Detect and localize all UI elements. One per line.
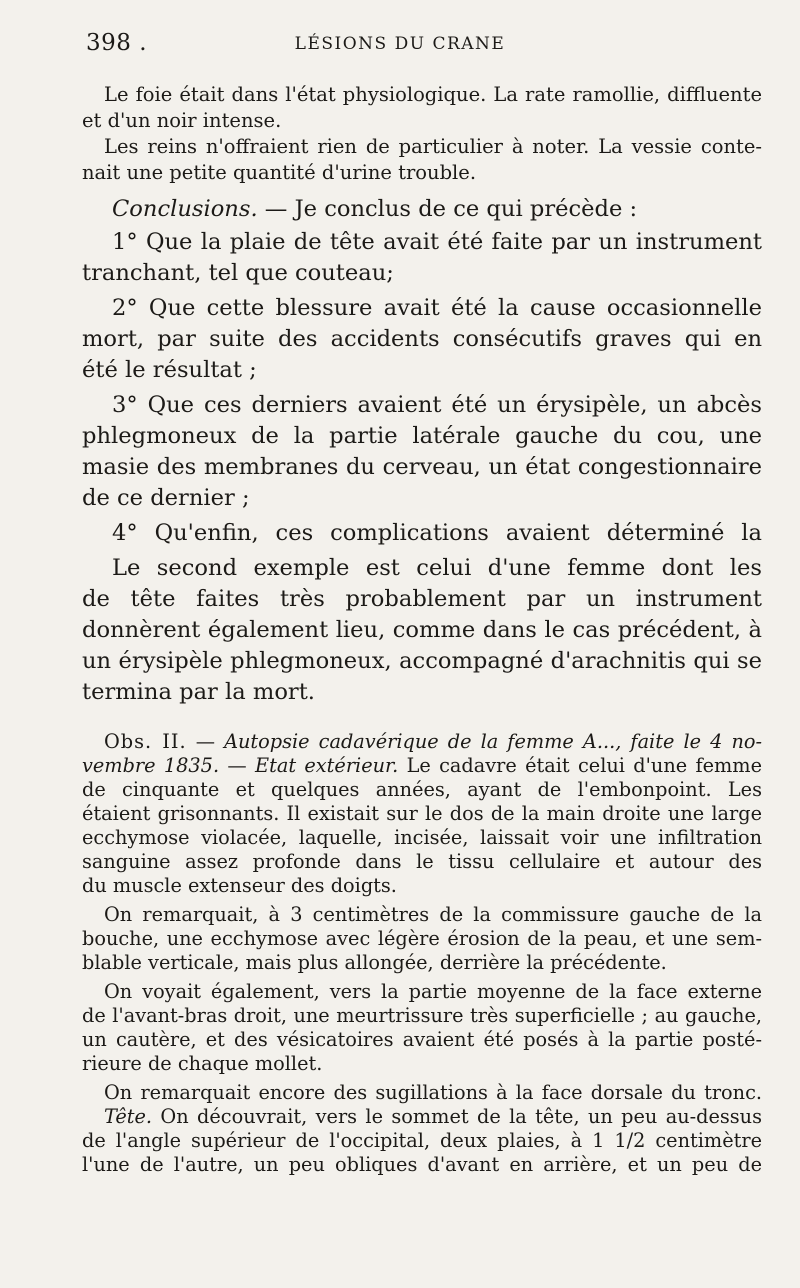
conclusions-intro: — Je conclus de ce qui précède : xyxy=(257,196,638,222)
text-fragment: On découvrait, vers le sommet de la tête, un peu au-dessus xyxy=(152,1105,762,1128)
text-line: Les reins n'offraient rien de particulier à noter. La vessie conte- xyxy=(104,135,762,158)
subsection-label: Etat extérieur. xyxy=(255,754,399,777)
conclusion-3-line: phlegmoneux de la partie latérale gauche du cou, une xyxy=(82,423,762,449)
conclusions-section xyxy=(82,194,762,708)
text-line: étaient grisonnants. Il existait sur le dos de la main droite une large xyxy=(82,802,762,825)
conclusion-4-line: 4° Qu'enfin, ces complications avaient déterminé la xyxy=(112,520,762,546)
conclusion-2-line: 2° Que cette blessure avait été la cause occasionnelle xyxy=(112,295,762,321)
text-fragment: Le cadavre était celui d'une femme xyxy=(398,754,762,777)
conclusion-3-line: 3° Que ces derniers avaient été un érysipèle, un abcès xyxy=(112,392,762,418)
second-example-line: Le second exemple est celui d'une femme dont les xyxy=(112,555,762,581)
conclusion-2-line: mort, par suite des accidents consécutifs graves qui en xyxy=(82,326,762,352)
text-line: blable verticale, mais plus allongée, derrière la précédente. xyxy=(82,951,667,974)
text-line xyxy=(82,1105,762,1129)
text-line: rieure de chaque mollet. xyxy=(82,1052,323,1075)
page-number: 398 . xyxy=(86,30,148,56)
page-header xyxy=(0,30,800,64)
second-example-line: un érysipèle phlegmoneux, accompagné d'arachnitis qui se xyxy=(82,648,762,674)
observation-label: Obs. II. xyxy=(104,730,187,753)
text-line: ecchymose violacée, laquelle, incisée, laissait voir une infiltration xyxy=(82,826,762,849)
text-line: On remarquait encore des sugillations à la face dorsale du tronc. xyxy=(104,1081,762,1104)
text-line: et d'un noir intense. xyxy=(82,109,282,132)
conclusion-1-line: tranchant, tel que couteau; xyxy=(82,260,394,286)
text-line: de l'angle supérieur de l'occipital, deux plaies, à 1 1/2 centimètre xyxy=(82,1129,762,1152)
conclusion-3-line: de ce dernier ; xyxy=(82,485,250,511)
observation-date: vembre 1835. xyxy=(82,754,220,777)
second-example-line: donnèrent également lieu, comme dans le cas précédent, à xyxy=(82,617,762,643)
text-line: nait une petite quantité d'urine trouble. xyxy=(82,161,477,184)
text-line: Le foie était dans l'état physiologique. La rate ramollie, diffluente xyxy=(104,83,762,106)
text-line: sanguine assez profonde dans le tissu cellulaire et autour des xyxy=(82,850,762,873)
second-example-line: de tête faites très probablement par un instrument xyxy=(82,586,762,612)
subsection-label: Tête. xyxy=(104,1105,153,1128)
running-title: LÉSIONS DU CRANE xyxy=(294,34,506,54)
body-text xyxy=(82,82,762,1177)
paragraph xyxy=(82,134,762,186)
text-line xyxy=(82,754,762,778)
observation-section xyxy=(82,730,762,1177)
dash: — xyxy=(186,730,225,753)
paragraph xyxy=(82,82,762,134)
text-line: On voyait également, vers la partie moyenne de la face externe xyxy=(104,980,762,1003)
observation-title: Autopsie cadavérique de la femme A..., faite le 4 no- xyxy=(224,730,762,753)
dash: — xyxy=(219,754,255,777)
conclusions-label: Conclusions. xyxy=(112,196,258,222)
conclusions-heading xyxy=(82,194,762,225)
conclusion-3-line: masie des membranes du cerveau, un état congestionnaire xyxy=(82,454,762,480)
second-example-line: termina par la mort. xyxy=(82,679,315,705)
text-line: du muscle extenseur des doigts. xyxy=(82,874,397,897)
text-line: de l'avant-bras droit, une meurtrissure très superficielle ; au gauche, xyxy=(82,1004,762,1027)
text-line: bouche, une ecchymose avec légère érosion de la peau, et une sem- xyxy=(82,927,762,950)
text-line: l'une de l'autre, un peu obliques d'avant en arrière, et un peu de xyxy=(82,1153,762,1176)
conclusion-1-line: 1° Que la plaie de tête avait été faite par un instrument xyxy=(112,229,762,255)
text-line: On remarquait, à 3 centimètres de la commissure gauche de la xyxy=(104,903,762,926)
conclusion-2-line: été le résultat ; xyxy=(82,357,257,383)
text-line: un cautère, et des vésicatoires avaient été posés à la partie posté- xyxy=(82,1028,762,1051)
text-line: de cinquante et quelques années, ayant de l'embonpoint. Les xyxy=(82,778,762,801)
observation-heading xyxy=(82,730,762,754)
